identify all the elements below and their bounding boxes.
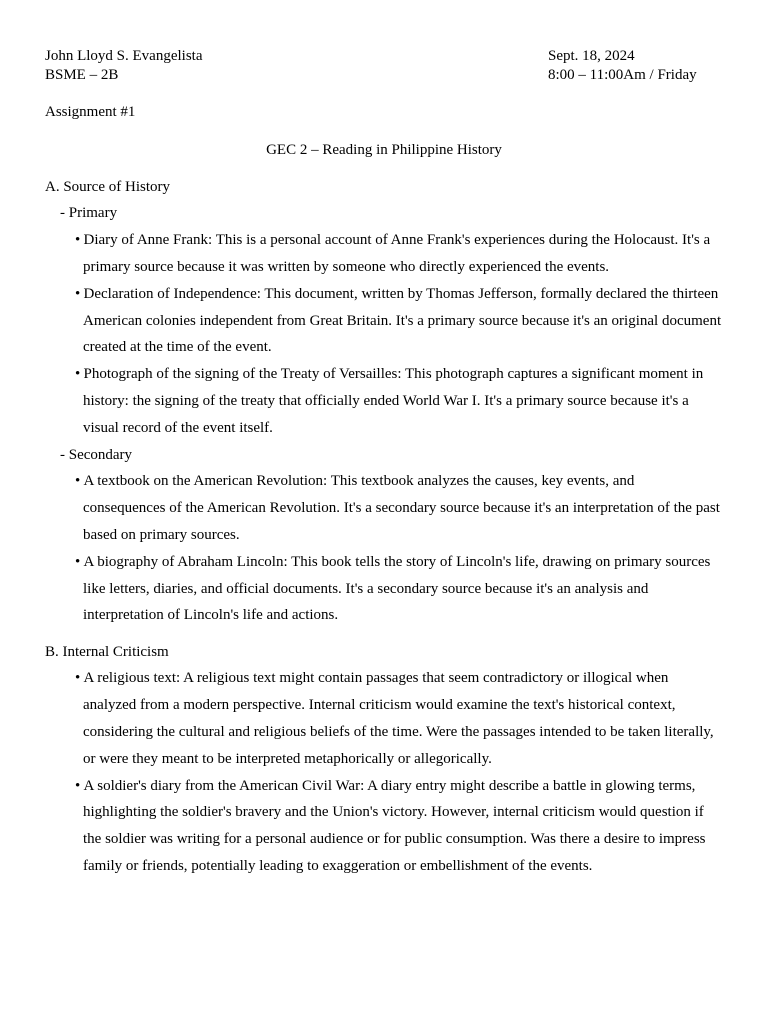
- primary-sources-label: - Primary: [60, 205, 118, 222]
- secondary-source-item: [45, 549, 721, 629]
- bullet-marker: •: [75, 553, 81, 570]
- item-text: Photograph of the signing of the Treaty of Versailles: This photograph captures a significant moment in: [83, 366, 704, 383]
- class-info: [548, 47, 697, 85]
- secondary-sources-list: [45, 468, 721, 629]
- item-text-line: or were they meant to be interpreted metaphorically or allegorically.: [83, 750, 492, 767]
- item-text: A biography of Abraham Lincoln: This book tells the story of Lincoln's life, drawing on primary sources: [83, 553, 711, 570]
- item-text: Diary of Anne Frank: This is a personal account of Anne Frank's experiences during the Holocaust. It's a: [83, 232, 711, 249]
- item-text-line: analyzed from a modern perspective. Internal criticism would examine the text's historical context,: [83, 697, 676, 714]
- bullet-marker: •: [75, 670, 81, 687]
- assignment-label: Assignment #1: [45, 103, 136, 120]
- item-text-line: [75, 227, 721, 254]
- item-text: A soldier's diary from the American Civil War: A diary entry might describe a battle in glowing terms,: [83, 777, 696, 794]
- item-text-line: the soldier was writing for a personal audience or for public consumption. Was there a desire to impress: [83, 831, 706, 848]
- item-text-line: like letters, diaries, and official documents. It's a secondary source because it's an analysis and: [83, 580, 649, 597]
- primary-source-item: [45, 281, 721, 361]
- secondary-sources-label: - Secondary: [60, 446, 133, 463]
- course-title: GEC 2 – Reading in Philippine History: [266, 141, 502, 158]
- bullet-marker: •: [75, 232, 81, 249]
- item-text: A textbook on the American Revolution: This textbook analyzes the causes, key events, and: [83, 473, 635, 490]
- item-text-line: considering the cultural and religious beliefs of the time. Were the passages intended to be taken literally,: [83, 723, 714, 740]
- bullet-marker: •: [75, 777, 81, 794]
- item-text-line: history: the signing of the treaty that officially ended World War I. It's a primary source because it's a: [83, 392, 689, 409]
- item-text-line: [75, 773, 714, 800]
- item-text-line: created at the time of the event.: [83, 339, 272, 356]
- primary-source-item: [45, 361, 721, 441]
- item-text-line: [75, 665, 714, 692]
- section-internal-criticism: [45, 639, 714, 880]
- item-text-line: [75, 281, 721, 308]
- section-heading: A. Source of History: [45, 178, 170, 195]
- secondary-source-item: [45, 468, 721, 548]
- primary-source-item: [45, 227, 721, 281]
- section-source-of-history: [45, 174, 721, 630]
- internal-criticism-example: [45, 773, 714, 880]
- student-name: John Lloyd S. Evangelista: [45, 47, 203, 64]
- item-text: Declaration of Independence: This document, written by Thomas Jefferson, formally declared the thirteen: [83, 285, 719, 302]
- item-text-line: primary source because it was written by someone who directly experienced the events.: [83, 258, 610, 275]
- internal-criticism-list: [45, 665, 714, 879]
- primary-sources-list: [45, 227, 721, 441]
- item-text: A religious text: A religious text might contain passages that seem contradictory or illogical when: [83, 670, 669, 687]
- item-text-line: interpretation of Lincoln's life and actions.: [83, 607, 339, 624]
- internal-criticism-example: [45, 665, 714, 772]
- course-section: BSME – 2B: [45, 66, 119, 83]
- item-text-line: consequences of the American Revolution. It's a secondary source because it's an interpretation of the past: [83, 500, 720, 517]
- section-heading: B. Internal Criticism: [45, 643, 169, 660]
- item-text-line: American colonies independent from Great Britain. It's a primary source because it's an original document: [83, 312, 722, 329]
- bullet-marker: •: [75, 473, 81, 490]
- item-text-line: [75, 549, 721, 576]
- submission-date: Sept. 18, 2024: [548, 47, 635, 64]
- student-info: [45, 47, 203, 85]
- item-text-line: family or friends, potentially leading to exaggeration or embellishment of the events.: [83, 857, 593, 874]
- item-text-line: highlighting the soldier's bravery and the Union's victory. However, internal criticism would question if: [83, 804, 704, 821]
- bullet-marker: •: [75, 366, 81, 383]
- item-text-line: [75, 468, 721, 495]
- item-text-line: [75, 361, 721, 388]
- class-schedule: 8:00 – 11:00Am / Friday: [548, 66, 697, 83]
- bullet-marker: •: [75, 285, 81, 302]
- item-text-line: based on primary sources.: [83, 526, 240, 543]
- item-text-line: visual record of the event itself.: [83, 419, 273, 436]
